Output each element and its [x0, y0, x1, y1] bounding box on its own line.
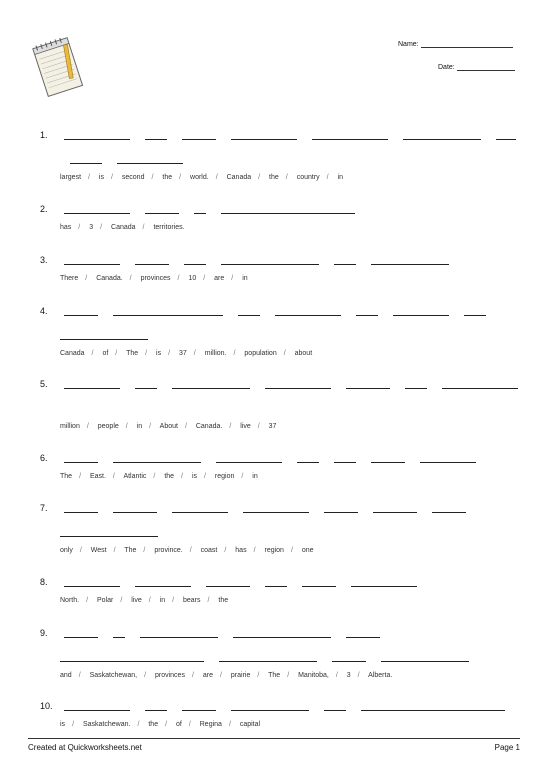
- answer-blank[interactable]: [135, 255, 169, 265]
- word: the: [162, 174, 173, 181]
- answer-blank[interactable]: [233, 628, 331, 638]
- answer-blank[interactable]: [206, 577, 250, 587]
- answer-blank[interactable]: [373, 503, 417, 513]
- answer-blank[interactable]: [275, 306, 341, 316]
- word: territories.: [153, 224, 185, 231]
- word: and: [60, 672, 72, 679]
- word: of: [176, 721, 182, 728]
- word: population: [244, 350, 277, 357]
- word: world.: [190, 174, 209, 181]
- word: Saskatchewan.: [82, 721, 131, 728]
- answer-blank[interactable]: [219, 652, 317, 662]
- answer-blank[interactable]: [64, 306, 98, 316]
- answer-blank[interactable]: [113, 453, 201, 463]
- answer-blank[interactable]: [64, 130, 130, 140]
- word: 3: [89, 224, 94, 231]
- word: Canada: [111, 224, 136, 231]
- word: the: [164, 473, 175, 480]
- word: The: [60, 473, 73, 480]
- answer-blank[interactable]: [243, 503, 309, 513]
- answer-blank[interactable]: [64, 577, 120, 587]
- word: one: [301, 547, 314, 554]
- answer-blank[interactable]: [216, 453, 282, 463]
- word: The: [124, 547, 137, 554]
- answer-blank[interactable]: [265, 379, 331, 389]
- answer-blank[interactable]: [297, 453, 319, 463]
- answer-blank[interactable]: [346, 379, 390, 389]
- page-number: Page 1: [494, 743, 520, 752]
- word: live: [131, 597, 142, 604]
- date-field[interactable]: [438, 64, 515, 71]
- answer-blank[interactable]: [238, 306, 260, 316]
- notepad-logo-icon: [30, 34, 86, 102]
- question-number: 6.: [40, 453, 48, 463]
- word-bank: The / East. / Atlantic / the / is / region / in: [60, 473, 258, 480]
- answer-blank[interactable]: [60, 652, 204, 662]
- word: largest: [60, 174, 82, 181]
- word-bank: largest / is / second / the / world. / Canada / the / country / in: [60, 174, 344, 181]
- word: in: [337, 174, 344, 181]
- answer-blank[interactable]: [381, 652, 469, 662]
- answer-blank[interactable]: [64, 204, 130, 214]
- word: 10: [188, 275, 197, 282]
- word: has: [235, 547, 247, 554]
- answer-blanks[interactable]: [64, 503, 522, 551]
- answer-blank[interactable]: [145, 130, 167, 140]
- word: are: [202, 672, 213, 679]
- word: the: [148, 721, 159, 728]
- word: capital: [239, 721, 261, 728]
- answer-blank[interactable]: [351, 577, 417, 587]
- word: Polar: [96, 597, 114, 604]
- word: provinces: [154, 672, 185, 679]
- answer-blank[interactable]: [371, 255, 449, 265]
- word: Canada: [226, 174, 252, 181]
- word: coast: [200, 547, 218, 554]
- word-bank: There / Canada. / provinces / 10 / are / in: [60, 275, 248, 282]
- answer-blank[interactable]: [145, 701, 167, 711]
- word: in: [242, 275, 248, 282]
- answer-blank[interactable]: [113, 628, 125, 638]
- word: Manitoba,: [298, 672, 329, 679]
- question-number: 5.: [40, 379, 48, 389]
- word: Saskatchewan,: [89, 672, 138, 679]
- word: the: [269, 174, 279, 181]
- answer-blank[interactable]: [64, 453, 98, 463]
- word: is: [98, 174, 104, 181]
- word: of: [102, 350, 109, 357]
- word: in: [136, 423, 143, 430]
- answer-blank[interactable]: [231, 701, 309, 711]
- word: has: [60, 224, 72, 231]
- name-field[interactable]: [398, 41, 513, 48]
- answer-blank[interactable]: [64, 503, 98, 513]
- question-number: 9.: [40, 628, 48, 638]
- answer-blank[interactable]: [64, 628, 98, 638]
- word: There: [60, 275, 79, 282]
- word: Canada.: [195, 423, 223, 430]
- answer-blank[interactable]: [361, 701, 505, 711]
- word: in: [252, 473, 258, 480]
- question-number: 2.: [40, 204, 48, 214]
- answer-blank[interactable]: [371, 453, 405, 463]
- word: people: [97, 423, 119, 430]
- name-label: Name:: [398, 41, 419, 48]
- question-number: 7.: [40, 503, 48, 513]
- word-bank: Canada / of / The / is / 37 / million. / population / about: [60, 350, 313, 357]
- word: The: [268, 672, 281, 679]
- answer-blank[interactable]: [420, 453, 476, 463]
- answer-blank[interactable]: [393, 306, 449, 316]
- answer-blanks[interactable]: [64, 306, 522, 354]
- word: 37: [268, 423, 277, 430]
- answer-blank[interactable]: [135, 577, 191, 587]
- word: in: [159, 597, 166, 604]
- answer-blank[interactable]: [117, 154, 183, 164]
- word-bank: and / Saskatchewan, / provinces / are / prairie / The / Manitoba, / 3 / Alberta.: [60, 672, 393, 679]
- answer-blank[interactable]: [60, 330, 148, 340]
- word: bears: [183, 597, 201, 604]
- date-line[interactable]: [457, 70, 515, 71]
- answer-blank[interactable]: [231, 130, 297, 140]
- word: the: [218, 597, 229, 604]
- word-bank: only / West / The / province. / coast / has / region / one: [60, 547, 314, 554]
- word: is: [156, 350, 162, 357]
- answer-blank[interactable]: [221, 255, 319, 265]
- answer-blank[interactable]: [221, 204, 355, 214]
- word: North.: [60, 597, 80, 604]
- answer-blank[interactable]: [334, 255, 356, 265]
- word-bank: has / 3 / Canada / territories.: [60, 224, 185, 231]
- word: are: [214, 275, 225, 282]
- answer-blank[interactable]: [432, 503, 466, 513]
- answer-blanks[interactable]: [64, 379, 522, 403]
- answer-blank[interactable]: [194, 204, 206, 214]
- footer-credit: Created at Quickworksheets.net: [28, 743, 142, 752]
- question-number: 1.: [40, 130, 48, 140]
- word: only: [60, 547, 73, 554]
- name-line[interactable]: [421, 47, 513, 48]
- answer-blank[interactable]: [64, 379, 120, 389]
- answer-blank[interactable]: [464, 306, 486, 316]
- answer-blank[interactable]: [64, 255, 120, 265]
- answer-blank[interactable]: [496, 130, 516, 140]
- answer-blank[interactable]: [302, 577, 336, 587]
- answer-blank[interactable]: [403, 130, 481, 140]
- word: Atlantic: [123, 473, 147, 480]
- word: million.: [204, 350, 227, 357]
- answer-blank[interactable]: [184, 255, 206, 265]
- word: live: [240, 423, 251, 430]
- answer-blank[interactable]: [182, 701, 216, 711]
- word: About: [159, 423, 178, 430]
- answer-blank[interactable]: [64, 701, 130, 711]
- answer-blank[interactable]: [324, 701, 346, 711]
- answer-blank[interactable]: [113, 306, 223, 316]
- answer-blanks[interactable]: [64, 130, 522, 178]
- word: East.: [89, 473, 106, 480]
- word: is: [60, 721, 66, 728]
- word: second: [121, 174, 145, 181]
- word: prairie: [230, 672, 251, 679]
- question-number: 8.: [40, 577, 48, 587]
- answer-blank[interactable]: [135, 379, 157, 389]
- word: Canada: [60, 350, 85, 357]
- word: Alberta.: [368, 672, 393, 679]
- word: The: [126, 350, 139, 357]
- word-bank: million / people / in / About / Canada. / live / 37: [60, 423, 277, 430]
- answer-blank[interactable]: [60, 527, 158, 537]
- answer-blank[interactable]: [346, 628, 380, 638]
- answer-blank[interactable]: [182, 130, 216, 140]
- word: is: [191, 473, 198, 480]
- word: Canada.: [96, 275, 123, 282]
- word-bank: is / Saskatchewan. / the / of / Regina / capital: [60, 721, 261, 728]
- word: provinces: [140, 275, 171, 282]
- answer-blank[interactable]: [332, 652, 366, 662]
- date-label: Date:: [438, 64, 455, 71]
- page-footer: [28, 738, 520, 752]
- answer-blank[interactable]: [70, 154, 102, 164]
- answer-blank[interactable]: [312, 130, 388, 140]
- word: province.: [154, 547, 183, 554]
- word: region: [214, 473, 235, 480]
- word: million: [60, 423, 80, 430]
- answer-blanks[interactable]: [64, 628, 522, 676]
- answer-blank[interactable]: [172, 379, 250, 389]
- answer-blank[interactable]: [113, 503, 157, 513]
- word: Regina: [199, 721, 222, 728]
- word-bank: North. / Polar / live / in / bears / the: [60, 597, 229, 604]
- answer-blank[interactable]: [334, 453, 356, 463]
- answer-blank[interactable]: [324, 503, 358, 513]
- answer-blank[interactable]: [140, 628, 218, 638]
- word: about: [294, 350, 313, 357]
- word: West: [90, 547, 107, 554]
- answer-blank[interactable]: [442, 379, 518, 389]
- answer-blank[interactable]: [172, 503, 228, 513]
- word: 3: [346, 672, 351, 679]
- answer-blank[interactable]: [405, 379, 427, 389]
- answer-blank[interactable]: [356, 306, 378, 316]
- word: country: [296, 174, 320, 181]
- question-number: 3.: [40, 255, 48, 265]
- word: 37: [179, 350, 187, 357]
- answer-blank[interactable]: [265, 577, 287, 587]
- question-number: 10.: [40, 701, 53, 711]
- question-number: 4.: [40, 306, 48, 316]
- word: region: [264, 547, 284, 554]
- answer-blank[interactable]: [145, 204, 179, 214]
